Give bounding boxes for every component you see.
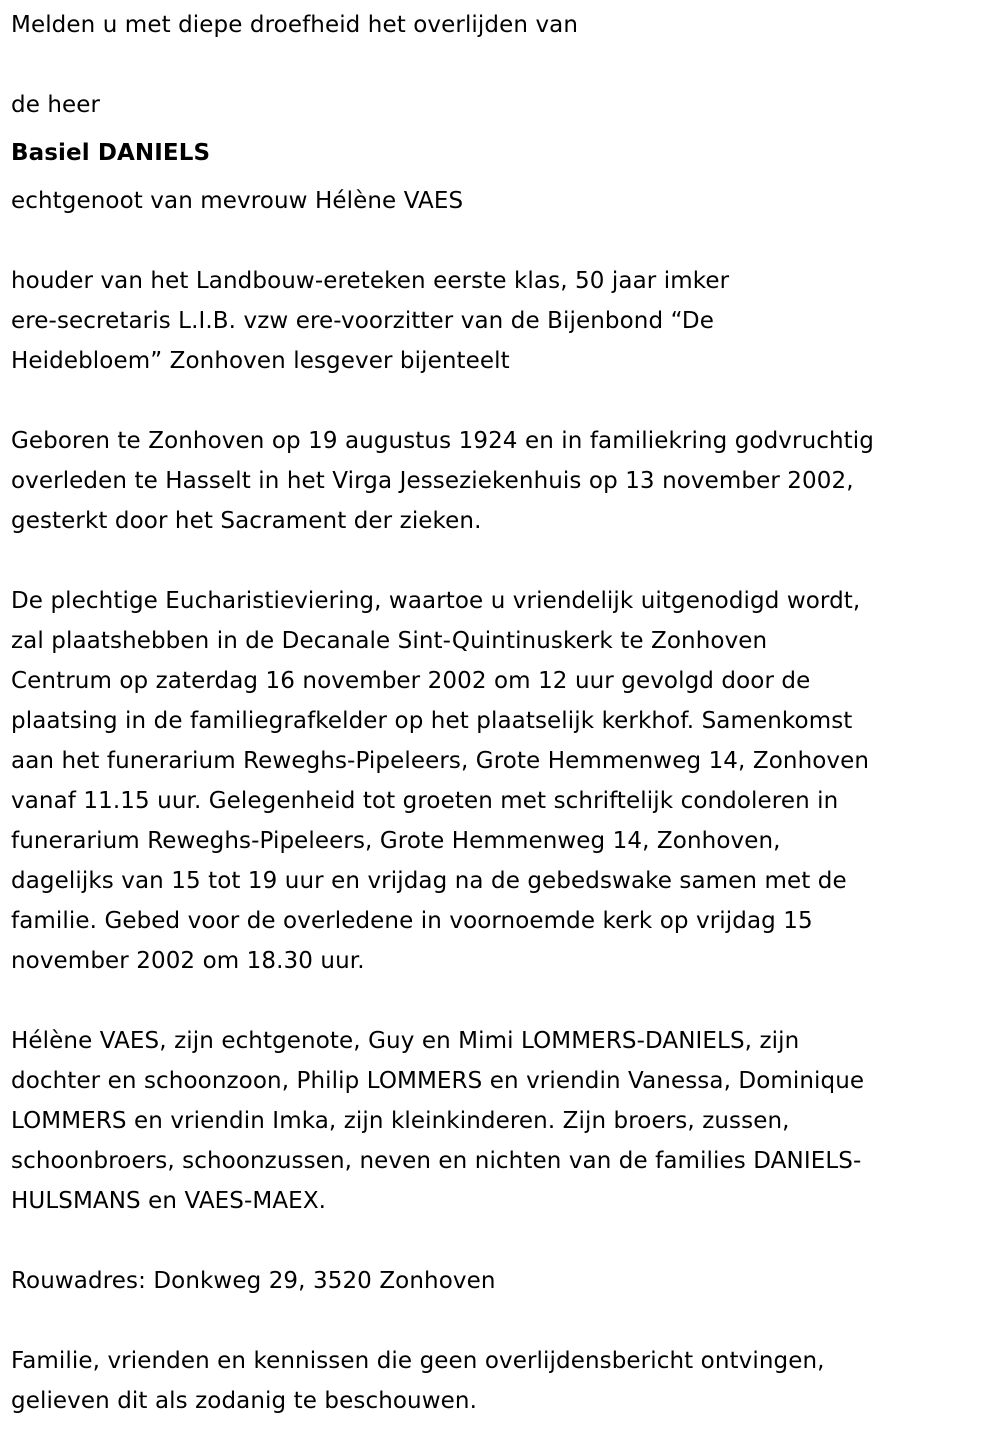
salutation: de heer: [11, 92, 101, 118]
honors-line: houder van het Landbouw-ereteken eerste klas, 50 jaar imker: [11, 268, 730, 294]
ceremony-line: plaatsing in de familiegrafkelder op het plaatselijk kerkhof. Samenkomst: [11, 708, 853, 734]
spouse-text: echtgenoot van mevrouw Hélène VAES: [11, 188, 464, 214]
honors-line: ere-secretaris L.I.B. vzw ere-voorzitter van de Bijenbond “De: [11, 308, 714, 334]
family-line: Hélène VAES, zijn echtgenote, Guy en Mimi LOMMERS-DANIELS, zijn: [11, 1028, 800, 1054]
ceremony-line: Centrum op zaterdag 16 november 2002 om 12 uur gevolgd door de: [11, 668, 811, 694]
ceremony-line: De plechtige Eucharistieviering, waartoe u vriendelijk uitgenodigd wordt,: [11, 588, 861, 614]
ceremony-line: november 2002 om 18.30 uur.: [11, 948, 365, 974]
closing-line: gelieven dit als zodanig te beschouwen.: [11, 1388, 477, 1414]
ceremony-line: vanaf 11.15 uur. Gelegenheid tot groeten met schriftelijk condoleren in: [11, 788, 839, 814]
birth-death-line: Geboren te Zonhoven op 19 augustus 1924 en in familiekring godvruchtig: [11, 428, 874, 454]
birth-death-line: gesterkt door het Sacrament der zieken.: [11, 508, 482, 534]
family-line: LOMMERS en vriendin Imka, zijn kleinkinderen. Zijn broers, zussen,: [11, 1108, 790, 1134]
family-line: schoonbroers, schoonzussen, neven en nichten van de families DANIELS-: [11, 1148, 862, 1174]
honors-line: Heidebloem” Zonhoven lesgever bijenteelt: [11, 348, 510, 374]
ceremony-line: familie. Gebed voor de overledene in voornoemde kerk op vrijdag 15: [11, 908, 813, 934]
deceased-name: Basiel DANIELS: [11, 140, 211, 166]
closing-line: Familie, vrienden en kennissen die geen overlijdensbericht ontvingen,: [11, 1348, 825, 1374]
mourning-address: Rouwadres: Donkweg 29, 3520 Zonhoven: [11, 1268, 496, 1294]
ceremony-line: funerarium Reweghs-Pipeleers, Grote Hemmenweg 14, Zonhoven,: [11, 828, 781, 854]
ceremony-line: aan het funerarium Reweghs-Pipeleers, Grote Hemmenweg 14, Zonhoven: [11, 748, 870, 774]
family-line: HULSMANS en VAES-MAEX.: [11, 1188, 327, 1214]
family-line: dochter en schoonzoon, Philip LOMMERS en vriendin Vanessa, Dominique: [11, 1068, 865, 1094]
birth-death-line: overleden te Hasselt in het Virga Jesseziekenhuis op 13 november 2002,: [11, 468, 854, 494]
ceremony-line: zal plaatshebben in de Decanale Sint-Quintinuskerk te Zonhoven: [11, 628, 768, 654]
intro-text: Melden u met diepe droefheid het overlijden van: [11, 12, 579, 38]
ceremony-line: dagelijks van 15 tot 19 uur en vrijdag na de gebedswake samen met de: [11, 868, 847, 894]
